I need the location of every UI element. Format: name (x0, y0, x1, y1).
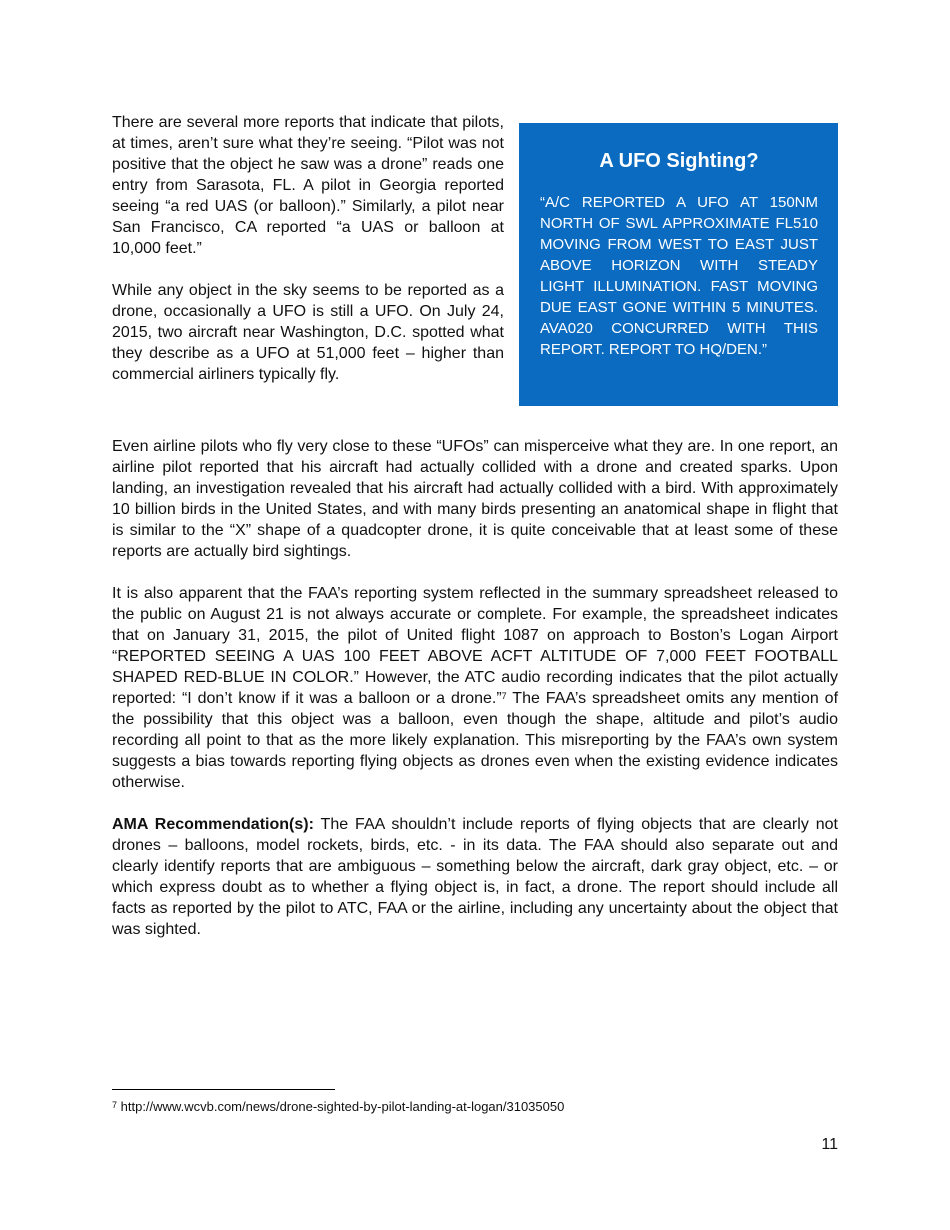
ufo-callout-box (519, 123, 838, 406)
callout-body: “A/C REPORTED A UFO AT 150NM NORTH OF SWL APPROXIMATE FL510 MOVING FROM WEST TO EAST JUST ABOVE HORIZON WITH STEADY LIGHT ILLUMINATION. FAST MOVING DUE EAST GONE WITHIN 5 MINUTES. AVA020 CONCURRED WITH THIS REPORT. REPORT TO HQ/DEN.” (540, 194, 818, 358)
callout-title: A UFO Sighting? (599, 150, 759, 172)
faa-paragraph (112, 583, 838, 793)
footnote-reference[interactable]: 7 (501, 691, 507, 701)
recommendation-label: AMA Recommendation(s): (112, 816, 314, 833)
footnote-link[interactable]: http://www.wcvb.com/news/drone-sighted-by-pilot-landing-at-logan/31035050 (120, 1099, 565, 1114)
intro-paragraph-1: There are several more reports that indicate that pilots, at times, aren’t sure what they’re seeing. “Pilot was not positive that the object he saw was a drone” reads one entry from Sarasota, FL. A pilot in Georgia reported seeing “a red UAS (or balloon).” Similarly, a pilot near San Francisco, CA reported “a UAS or balloon at 10,000 feet.” (112, 114, 504, 257)
left-column (112, 112, 504, 385)
footnote-number: 7 (112, 1100, 118, 1110)
faa-paragraph-continued: The FAA’s spreadsheet omits any mention of the possibility that this object was a balloon, even though the shape, altitude and pilot’s audio recording all point to that as the more likely explanation. This misreporting by the FAA’s own system suggests a bias towards reporting flying objects as drones even when the existing evidence indicates otherwise. (112, 690, 839, 791)
footnote (112, 1098, 564, 1116)
top-section (112, 112, 838, 428)
birds-paragraph: Even airline pilots who fly very close to these “UFOs” can misperceive what they are. In one report, an airline pilot reported that his aircraft had actually collided with a drone and created sparks. Upon landing, an investigation revealed that his aircraft had actually collided with a bird. With approximately 10 billion birds in the United States, and with many birds presenting an anatomical shape in flight that is similar to the “X” shape of a quadcopter drone, it is quite conceivable that at least some of these reports are actually bird sightings. (112, 438, 838, 560)
recommendation-text: The FAA shouldn’t include reports of flying objects that are clearly not drones – balloons, model rockets, birds, etc. - in its data. The FAA should also separate out and clearly identify reports that are ambiguous – something below the aircraft, dark gray object, etc. – or which express doubt as to whether a flying object is, in fact, a drone. The report should include all facts as reported by the pilot to ATC, FAA or the airline, including any uncertainty about the object that was sighted. (112, 816, 838, 938)
page-number: 11 (821, 1136, 838, 1153)
footnote-divider (112, 1089, 335, 1090)
page-content (112, 112, 838, 940)
intro-paragraph-2: While any object in the sky seems to be reported as a drone, occasionally a UFO is still a UFO. On July 24, 2015, two aircraft near Washington, D.C. spotted what they describe as a UFO at 51,000 feet – higher than commercial airliners typically fly. (112, 282, 504, 383)
faa-paragraph-text: It is also apparent that the FAA’s reporting system reflected in the summary spreadsheet released to the public on August 21 is not always accurate or complete. For example, the spreadsheet indicates that on January 31, 2015, the pilot of United flight 1087 on approach to Boston’s Logan Airport “REPORTED SEEING A UAS 100 FEET ABOVE ACFT ALTITUDE OF 7,000 FEET FOOTBALL SHAPED RED-BLUE IN COLOR.” However, the ATC audio recording indicates that the pilot actually reported: “I don’t know if it was a balloon or a drone.” (112, 585, 838, 707)
recommendation-paragraph (112, 814, 838, 940)
